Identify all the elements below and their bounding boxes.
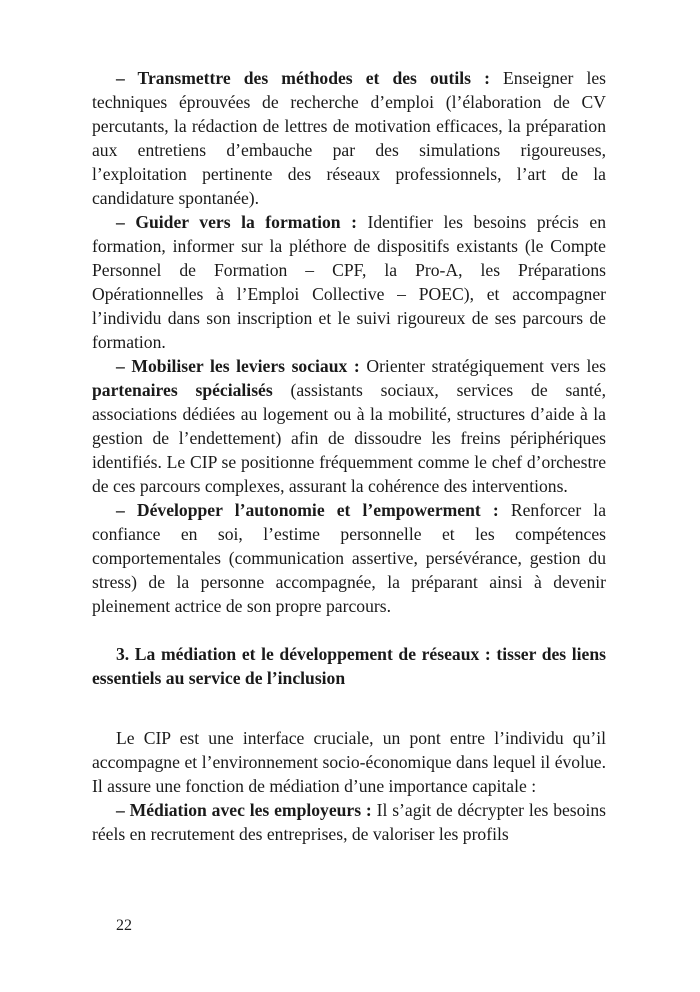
item-text-before: Orienter stratégiquement vers les [359, 356, 606, 376]
item-bold-phrase: partenaires spécialisés [92, 380, 273, 400]
item-training [92, 210, 606, 354]
item-label: – Développer l’autonomie et l’empowerment : [116, 500, 499, 520]
page-number: 22 [116, 917, 132, 934]
section-heading: 3. La médiation et le développement de réseaux : tisser des liens essentiels au service de l’inclusion [92, 644, 606, 688]
item-label: – Mobiliser les leviers sociaux : [116, 356, 360, 376]
page-content [92, 66, 606, 846]
item-text: Il s’agit de décrypter les besoins réels en recrutement des entreprises, de valoriser les profils [92, 800, 606, 844]
item-text: Identifier les besoins précis en formation, informer sur la pléthore de dispositifs existants (le Compte Personnel de Formation – CPF, la Pro-A, les Préparations Opérationnelles à l’Emploi Collective – POEC), et accompagner l’individu dans son inscription et le suivi rigoureux de ses parcours de formation. [92, 212, 606, 352]
item-text-after: (assistants sociaux, services de santé, associations dédiées au logement ou à la mobilité, structures d’aide à la gestion de l’endettement) afin de dissoudre les freins périphériques identifiés. Le CIP se positionne fréquemment comme le chef d’orchestre de ces parcours complexes, assurant la cohérence des interventions. [92, 380, 606, 496]
item-label: – Médiation avec les employeurs : [116, 800, 372, 820]
item-methods-tools [92, 66, 606, 210]
item-label: – Guider vers la formation : [116, 212, 357, 232]
item-social-levers [92, 354, 606, 498]
item-autonomy [92, 498, 606, 618]
item-employers [92, 798, 606, 846]
item-label: – Transmettre des méthodes et des outils : [116, 68, 490, 88]
item-text: Renforcer la confiance en soi, l’estime personnelle et les compétences comportementales (communication assertive, persévérance, gestion du stress) de la personne accompagnée, la préparant ainsi à devenir pleinement actrice de son propre parcours. [92, 500, 606, 616]
intro-paragraph: Le CIP est une interface cruciale, un pont entre l’individu qu’il accompagne et l’environnement socio-économique dans lequel il évolue. Il assure une fonction de médiation d’une importance capitale : [92, 728, 606, 796]
item-text: Enseigner les techniques éprouvées de recherche d’emploi (l’élaboration de CV percutants, la rédaction de lettres de motivation efficaces, la préparation aux entretiens d’embauche par des simulations rigoureuses, l’exploitation pertinente des réseaux professionnels, l’art de la candidature spontanée). [92, 68, 606, 208]
